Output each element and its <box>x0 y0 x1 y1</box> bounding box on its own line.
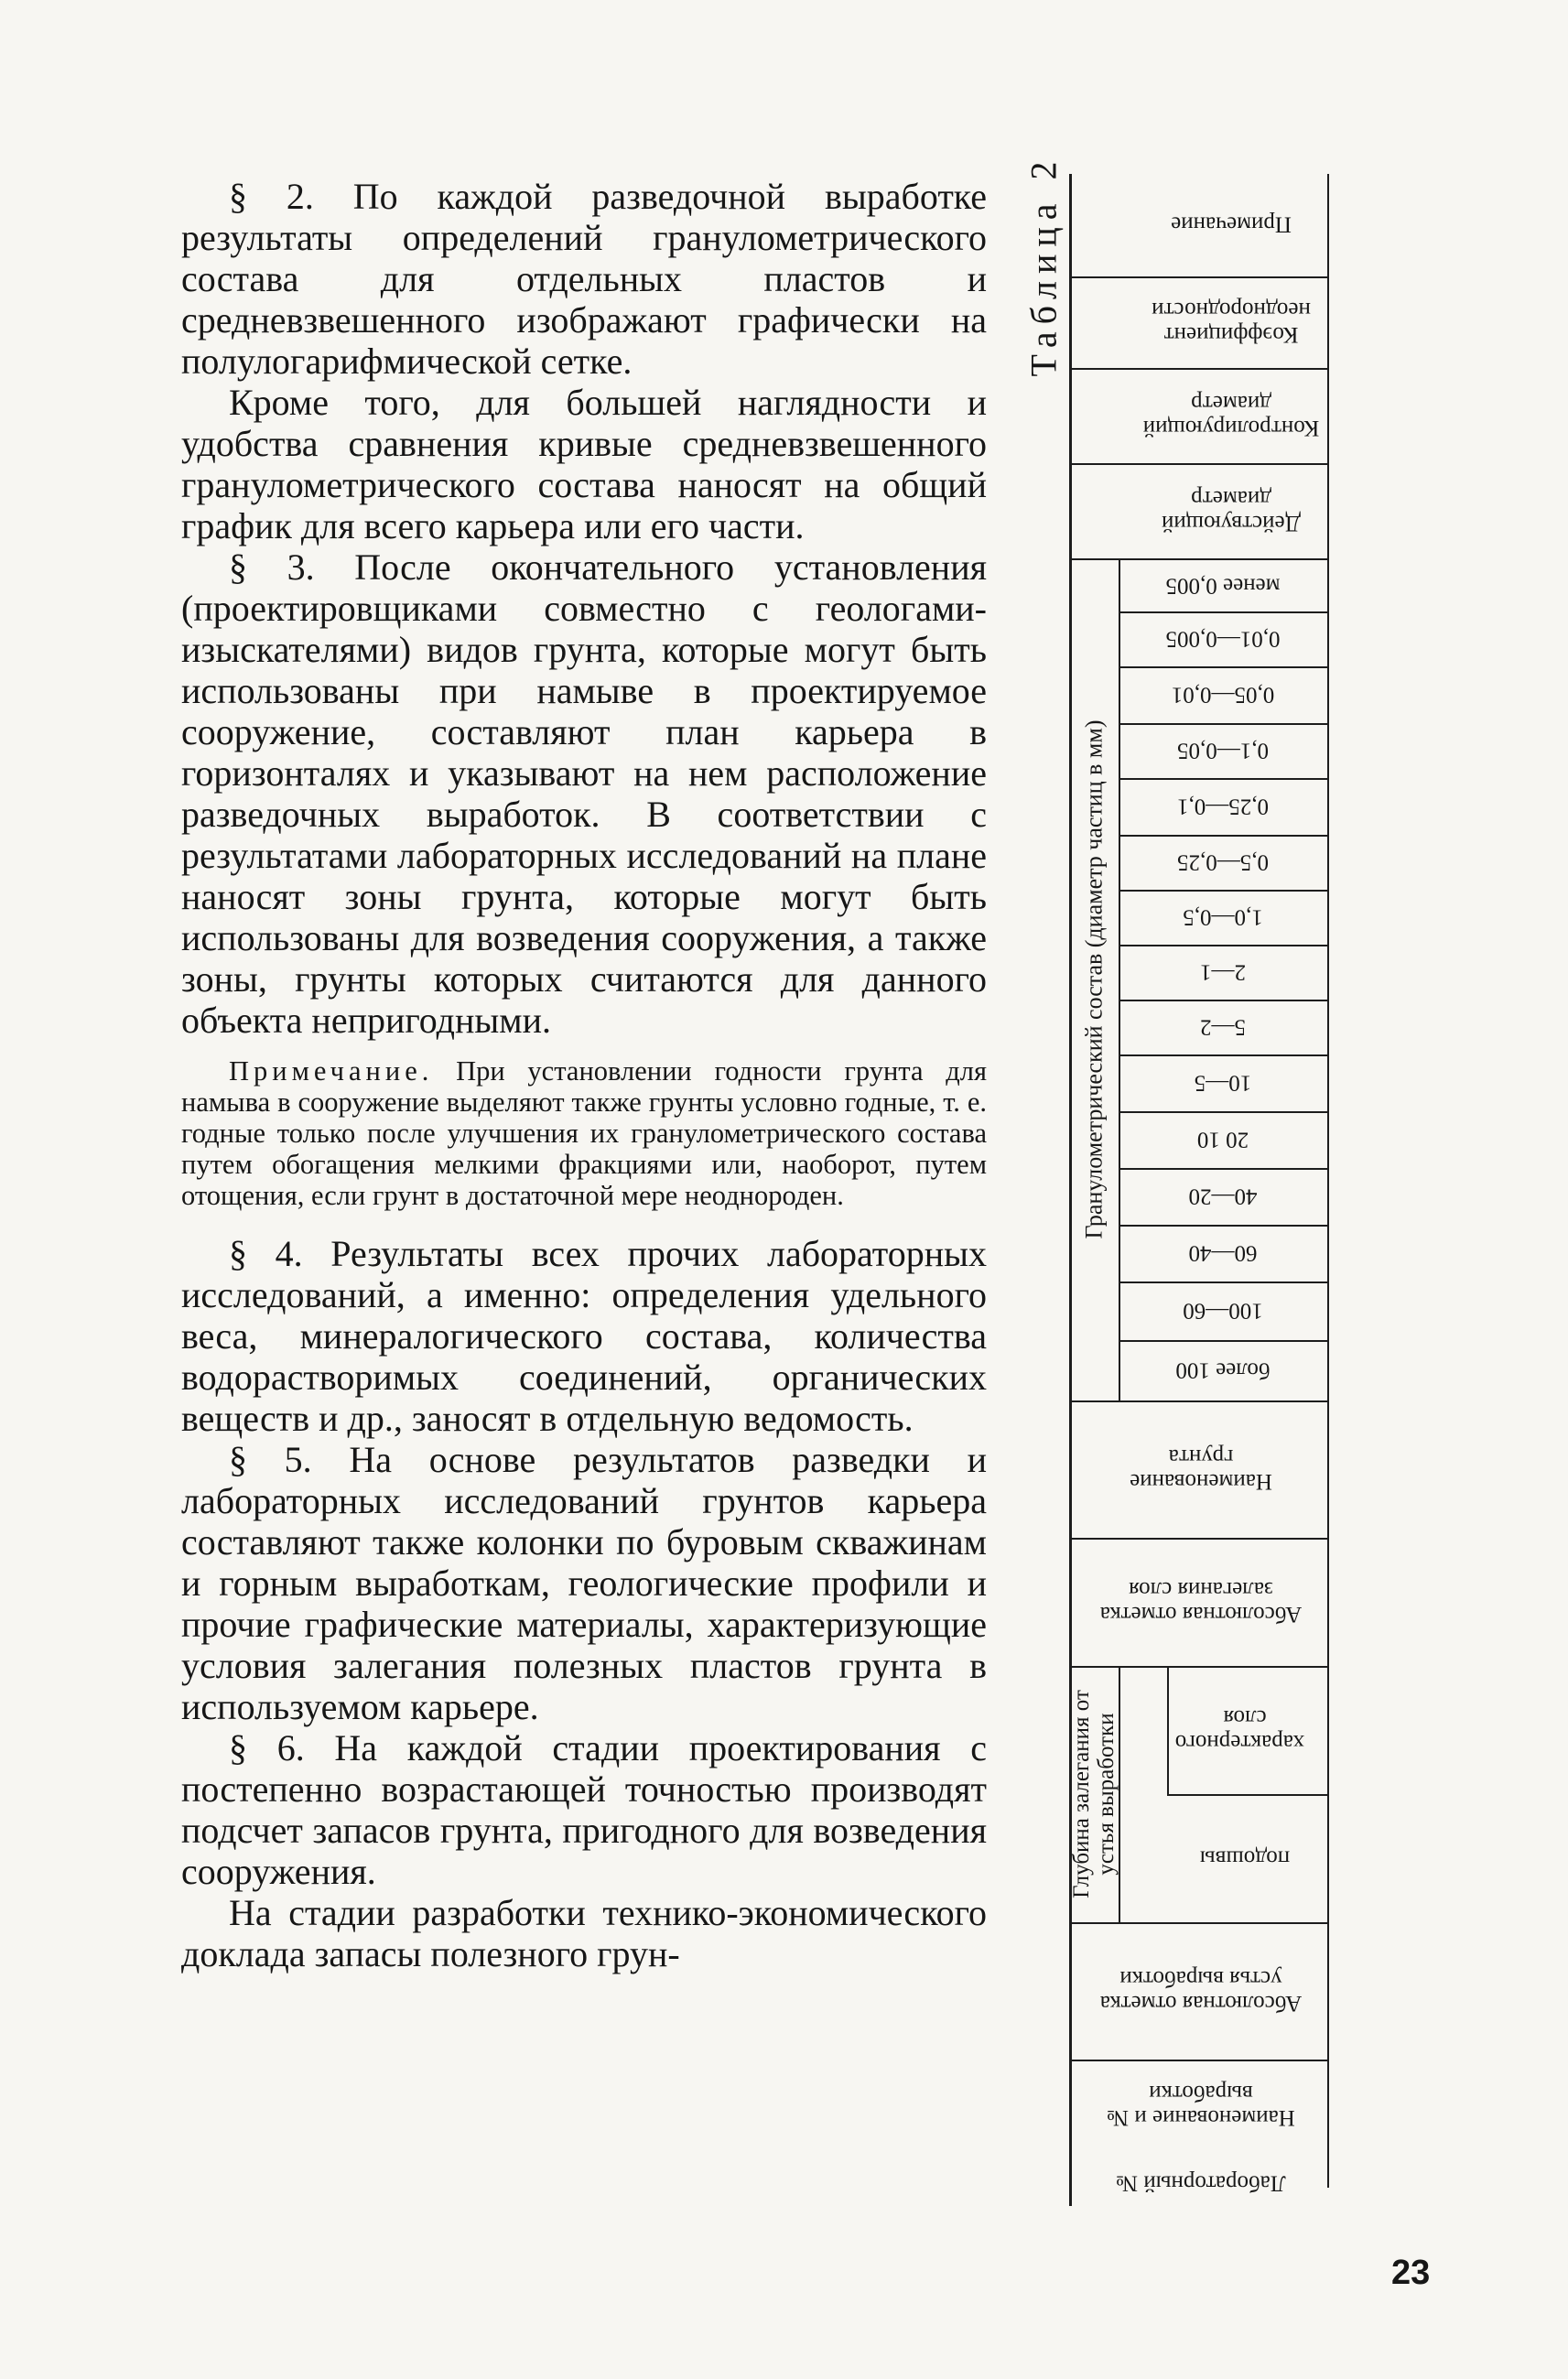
col-nonuniformity: Коэффициент неоднородности <box>1152 297 1311 347</box>
note-label: Примечание. <box>229 1055 434 1087</box>
grain-100-60: 100—60 <box>1183 1298 1263 1324</box>
grp-sep-3 <box>1119 723 1327 725</box>
col-layer-elevation: Абсолютная отметка залегания слоя <box>1099 1577 1303 1627</box>
grain-60-40: 60—40 <box>1188 1240 1258 1266</box>
grp-sep-7 <box>1119 945 1327 946</box>
col-depth-base: подошвы <box>1199 1845 1291 1871</box>
grain-10-05: 1,0—0,5 <box>1183 904 1263 930</box>
row-sep-1 <box>1069 276 1327 278</box>
grain-20-10: 20 10 <box>1196 1127 1249 1152</box>
grain-01-005: 0,1—0,05 <box>1177 738 1269 763</box>
row-sep-6 <box>1069 1538 1327 1540</box>
text-column <box>181 176 987 1974</box>
paragraph-section-5: § 5. На основе результатов разведки и лабораторных исследований грунтов карьера составляют также колонки по буровым скважинам и горным выработкам, геологические профили и прочие графические материалы, характеризующие условия залегания полезных пластов грунта в используемом карьере. <box>181 1439 987 1727</box>
row-sep-9 <box>1069 2060 1327 2061</box>
row-sep-7 <box>1069 1666 1327 1668</box>
depth-sep <box>1167 1794 1327 1796</box>
row-sep-4 <box>1069 558 1327 560</box>
paragraph-feasibility: На стадии разработки технико-экономического доклада запасы полезного грун- <box>181 1892 987 1974</box>
col-remarks: Примечание <box>1171 211 1292 237</box>
page-number: 23 <box>1391 2254 1431 2292</box>
paragraph-section-4: § 4. Результаты всех прочих лабораторных исследований, а именно: определения удельного веса, минералогического состава, количества водорастворимых соединений, органических веществ и др., заносят в отдельную ведомость. <box>181 1233 987 1439</box>
col-depth-group: Глубина залегания от устья выработки <box>1069 1690 1119 1898</box>
group-divider <box>1119 558 1120 1400</box>
depth-divider <box>1119 1666 1120 1922</box>
col-lab-number: Лабораторный № <box>1116 2170 1286 2196</box>
grain-40-20: 40—20 <box>1188 1184 1258 1209</box>
paragraph-section-2: § 2. По каждой разведочной выработке результаты определений гранулометрического состава для отдельных пластов и средневзвешенного изображают графически на полулогарифмической сетке. <box>181 176 987 382</box>
depth-subdivider <box>1167 1666 1169 1794</box>
grp-sep-1 <box>1119 611 1327 613</box>
grain-10-5: 10—5 <box>1194 1070 1252 1096</box>
grp-sep-2 <box>1119 666 1327 668</box>
row-sep-8 <box>1069 1922 1327 1924</box>
grp-sep-10 <box>1119 1111 1327 1113</box>
col-working-name: Наименование и № выработки <box>1107 2081 1295 2130</box>
grain-gt-100: более 100 <box>1175 1357 1271 1383</box>
grp-sep-4 <box>1119 778 1327 780</box>
col-control-diameter: Контролирующий диаметр <box>1142 391 1320 440</box>
grain-001-0005: 0,01—0,005 <box>1165 626 1281 652</box>
paragraph-curves: Кроме того, для большей наглядности и удобства сравнения кривые средневзвешенного гранулометрического состава наносят на общий график для всего карьера или его части. <box>181 382 987 546</box>
row-sep-5 <box>1069 1400 1327 1402</box>
grain-2-1: 2—1 <box>1200 959 1246 985</box>
table-caption: Таблица 2 <box>1022 154 1065 377</box>
col-granulometric-group: Гранулометрический состав (диаметр частиц в мм) <box>1080 719 1108 1239</box>
note-text: При установлении годности грунта для намыва в сооружение выделяют также грунты условно годные, т. е. годные только после улучшения их гранулометрического состава путем обогащения мелкими фракциями или, наоборот, путем отощения, если грунт в достаточной мере неоднороден. <box>181 1055 987 1211</box>
row-sep-2 <box>1069 368 1327 370</box>
grain-025-01: 0,25—0,1 <box>1177 794 1269 819</box>
grain-005-001: 0,05—0,01 <box>1171 682 1275 708</box>
paragraph-section-3: § 3. После окончательного установления (проектировщиками совместно с геологами-изыскателями) видов грунта, которые могут быть использованы при намыве в проектируемое сооружение, составляют план карьера в горизонталях и указывают на нем расположение разведочных выработок. В соответствии с результатами лабораторных исследований на плане наносят зоны грунта, которые могут быть использованы для возведения сооружения, а также зоны, грунты которых считаются для данного объекта непригодными. <box>181 546 987 1041</box>
grp-sep-13 <box>1119 1281 1327 1283</box>
grp-sep-5 <box>1119 835 1327 837</box>
row-sep-3 <box>1069 463 1327 465</box>
paragraph-section-6: § 6. На каждой стадии проектирования с постепенно возрастающей точностью производят подсчет запасов грунта, пригодного для возведения сооружения. <box>181 1727 987 1892</box>
grp-sep-6 <box>1119 890 1327 892</box>
grp-sep-12 <box>1119 1225 1327 1227</box>
grain-5-2: 5—2 <box>1200 1014 1246 1040</box>
grp-sep-8 <box>1119 1000 1327 1001</box>
grain-lt-0005: менее 0,005 <box>1165 573 1281 599</box>
grain-05-025: 0,5—0,25 <box>1177 849 1269 875</box>
col-effective-diameter: Действующий диаметр <box>1162 486 1301 535</box>
grp-sep-14 <box>1119 1340 1327 1342</box>
note <box>181 1055 987 1211</box>
col-mouth-elevation: Абсолютная отметка устья выработки <box>1099 1966 1303 2016</box>
table-right-border <box>1327 174 1329 2188</box>
grp-sep-11 <box>1119 1168 1327 1170</box>
col-soil-name: Наименование грунта <box>1130 1444 1272 1494</box>
col-depth-layer: характерного слоя <box>1174 1705 1304 1755</box>
grp-sep-9 <box>1119 1054 1327 1056</box>
